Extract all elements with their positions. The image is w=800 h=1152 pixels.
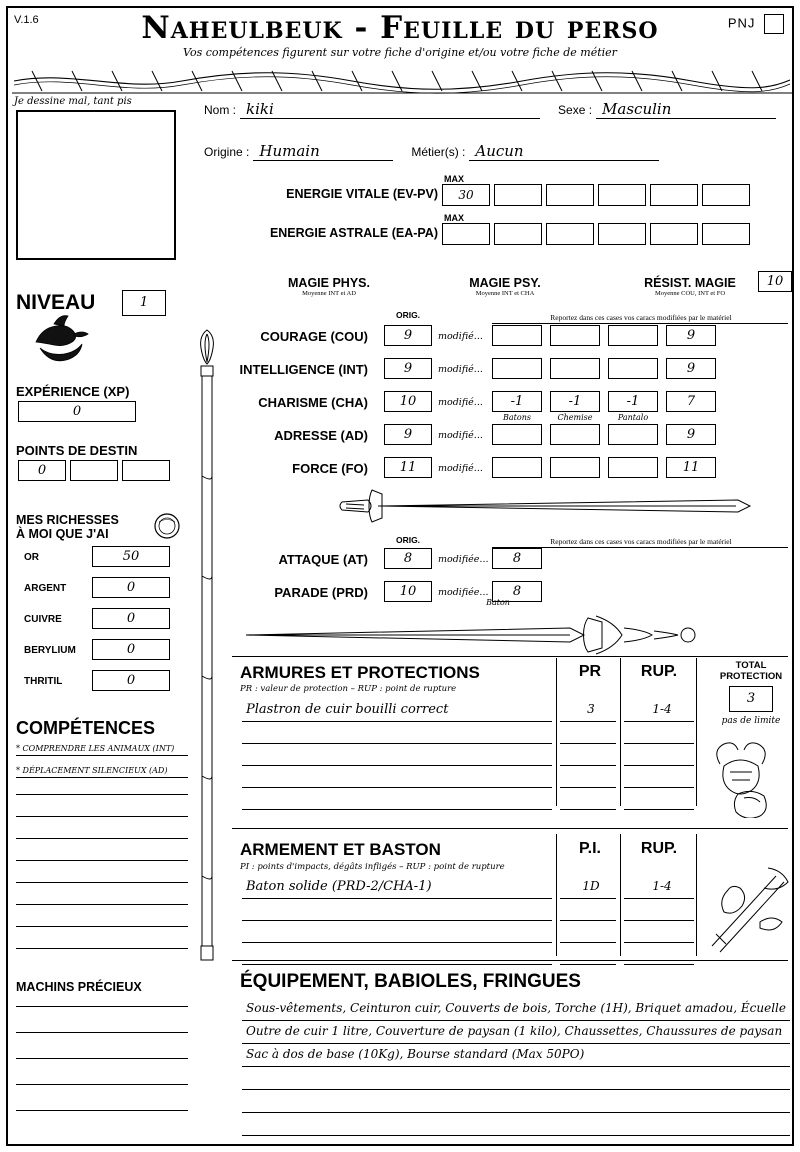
weapon-rup[interactable]: 1-4	[624, 879, 694, 899]
carac-mod-3[interactable]	[608, 358, 658, 379]
carac-label: ADRESSE (AD)	[274, 428, 368, 443]
carac-mod-4[interactable]: 7	[666, 391, 716, 412]
magie-psy-sub: Moyenne INT et CHA	[475, 290, 535, 297]
ev-box-6[interactable]	[702, 184, 750, 206]
weapon-pi[interactable]	[560, 923, 616, 943]
carac-modifie-label: modifié...	[438, 463, 483, 474]
energie-vitale-label: ENERGIE VITALE (EV-PV)	[286, 187, 438, 201]
weapon-rup[interactable]	[624, 923, 694, 943]
wealth-row	[16, 546, 186, 572]
weapon-name[interactable]	[242, 901, 552, 921]
armour-pr[interactable]	[560, 724, 616, 744]
competence-item[interactable]: * DÉPLACEMENT SILENCIEUX (AD)	[16, 766, 188, 778]
ev-max-value: 30	[458, 188, 474, 202]
wealth-value[interactable]: 0	[92, 639, 170, 660]
equipment-line[interactable]	[242, 1116, 790, 1136]
ev-box-4[interactable]	[598, 184, 646, 206]
pnj-field	[728, 14, 784, 34]
machins-blank-line[interactable]	[16, 1084, 188, 1085]
wealth-value[interactable]: 0	[92, 670, 170, 691]
armour-rup[interactable]	[624, 724, 694, 744]
portrait-box[interactable]	[16, 110, 176, 260]
carac-orig-value[interactable]: 9	[384, 325, 432, 346]
wealth-label: ARGENT	[24, 583, 67, 594]
carac-orig-value[interactable]: 9	[384, 424, 432, 445]
niveau-value[interactable]: 1	[122, 290, 166, 316]
carac-mod-1[interactable]	[492, 457, 542, 478]
wealth-row	[16, 639, 186, 665]
armement-col-pi: P.I.	[579, 840, 601, 857]
sheet-header	[8, 8, 792, 66]
carac-final-value[interactable]: 9	[666, 424, 716, 445]
armour-pr[interactable]	[560, 790, 616, 810]
sexe-input[interactable]: Masculin	[596, 100, 776, 119]
weapon-row	[8, 945, 794, 967]
armures-col-pr: PR	[578, 663, 602, 680]
destin-label: POINTS DE DESTIN	[16, 443, 138, 458]
wealth-value[interactable]: 0	[92, 608, 170, 629]
combat-label: PARADE (PRD)	[274, 585, 368, 600]
pnj-label: PNJ	[727, 15, 756, 31]
carac-mod-2[interactable]	[550, 358, 600, 379]
carac-label: FORCE (FO)	[292, 461, 368, 476]
armement-title: ARMEMENT ET BASTON	[240, 840, 441, 859]
magie-phys-sub: Moyenne INT et AD	[302, 290, 356, 297]
armour-pr[interactable]	[560, 746, 616, 766]
nom-label: Nom :	[204, 103, 237, 117]
combat-modifiee-label: modifiée...	[438, 554, 489, 565]
wealth-value[interactable]: 0	[92, 577, 170, 598]
machins-blank-line[interactable]	[16, 1032, 188, 1033]
wealth-label: OR	[24, 552, 39, 563]
equipment-line[interactable]	[242, 1070, 790, 1090]
carac-mod-3[interactable]	[608, 424, 658, 445]
armures-subtitle: PR : valeur de protection – RUP : point de rupture	[240, 684, 457, 694]
total-protection-label-2: PROTECTION	[719, 671, 783, 682]
competence-blank-line[interactable]	[16, 816, 188, 817]
destin-box-2[interactable]	[70, 460, 118, 481]
combat-source-label: Baton	[486, 598, 510, 607]
origine-input[interactable]: Humain	[253, 142, 393, 161]
weapon-pi[interactable]	[560, 945, 616, 965]
combat-orig-label: ORIG.	[395, 535, 421, 545]
metier-label: Métier(s) :	[411, 145, 466, 159]
wealth-label: THRITIL	[24, 676, 63, 687]
dragon-illustration	[26, 308, 96, 368]
weapon-row	[8, 901, 794, 923]
sword-illustration-1	[338, 478, 758, 534]
nom-input[interactable]: kiki	[240, 100, 540, 119]
portrait-note: Je dessine mal, tant pis	[14, 96, 132, 107]
richesses-title-1: MES RICHESSES	[16, 513, 119, 527]
carac-modifie-label: modifié...	[438, 430, 483, 441]
xp-value[interactable]: 0	[18, 401, 136, 422]
ea-box-3[interactable]	[546, 223, 594, 245]
identity-row-nom	[204, 100, 790, 119]
page-subtitle: Vos compétences figurent sur votre fiche d'origine et/ou votre fiche de métier	[183, 46, 617, 59]
equipment-line[interactable]	[242, 1093, 790, 1113]
weapon-row	[8, 923, 794, 945]
weapon-pi[interactable]	[560, 901, 616, 921]
resist-magie-label: RÉSIST. MAGIE	[644, 276, 736, 290]
resist-magie-sub: Moyenne COU, INT et FO	[654, 290, 726, 297]
ev-box-3[interactable]	[546, 184, 594, 206]
competence-item[interactable]: * COMPRENDRE LES ANIMAUX (INT)	[16, 744, 188, 756]
armour-row	[8, 790, 794, 812]
ea-box-2[interactable]	[494, 223, 542, 245]
character-sheet	[6, 6, 794, 1146]
ea-max-label: MAX	[444, 213, 464, 223]
carac-orig-value[interactable]: 9	[384, 358, 432, 379]
ev-box-5[interactable]	[650, 184, 698, 206]
competence-blank-line[interactable]	[16, 838, 188, 839]
ev-box-2[interactable]	[494, 184, 542, 206]
total-protection-note: pas de limite	[721, 716, 781, 726]
weapon-name[interactable]: Baton solide (PRD-2/CHA-1)	[242, 879, 552, 899]
machins-blank-line[interactable]	[16, 1110, 188, 1111]
carac-modifie-label: modifié...	[438, 331, 483, 342]
destin-box-3[interactable]	[122, 460, 170, 481]
equipment-line[interactable]: Sous-vêtements, Ceinturon cuir, Couverts de bois, Torche (1H), Briquet amadou, Écuelle	[242, 1001, 790, 1021]
origine-label: Origine :	[204, 145, 250, 159]
equipment-line[interactable]: Sac à dos de base (10Kg), Bourse standard (Max 50PO)	[242, 1047, 790, 1067]
weapon-rup[interactable]	[624, 945, 694, 965]
carac-mod-1[interactable]: -1	[492, 391, 542, 412]
armour-name[interactable]	[242, 790, 552, 810]
carac-orig-value[interactable]: 10	[384, 391, 432, 412]
weapon-rup[interactable]	[624, 901, 694, 921]
armour-rup[interactable]	[624, 768, 694, 788]
combat-reportez-label: Reportez dans ces cases vos caracs modifiées par le matériel	[550, 537, 732, 546]
armour-name[interactable]	[242, 746, 552, 766]
total-protection-label-1: TOTAL	[735, 660, 767, 671]
carac-modifie-label: modifié...	[438, 364, 483, 375]
carac-mod-1[interactable]	[492, 424, 542, 445]
carac-orig-value[interactable]: 11	[384, 457, 432, 478]
carac-label: COURAGE (COU)	[260, 329, 368, 344]
wealth-label: BERYLIUM	[24, 645, 76, 656]
competences-title: COMPÉTENCES	[16, 718, 156, 738]
armour-name[interactable]: Plastron de cuir bouilli correct	[242, 702, 552, 722]
armures-col-rup: RUP.	[640, 663, 678, 680]
carac-final-value[interactable]: 9	[666, 325, 716, 346]
resist-magie-value[interactable]: 10	[758, 271, 792, 292]
armures-title: ARMURES ET PROTECTIONS	[240, 663, 480, 682]
armement-subtitle: PI : points d'impacts, dégâts infligés – RUP : point de rupture	[240, 862, 505, 872]
total-protection-value[interactable]: 3	[729, 686, 773, 712]
weapon-name[interactable]	[242, 923, 552, 943]
carac-final-value[interactable]: 11	[666, 457, 716, 478]
carac-row	[8, 325, 794, 355]
armour-rup[interactable]	[624, 790, 694, 810]
carac-reportez-label: Reportez dans ces cases vos caracs modifiées par le matériel	[550, 313, 732, 322]
staff-illustration	[194, 316, 220, 966]
ea-box-6[interactable]	[702, 223, 750, 245]
carac-mod-3[interactable]	[608, 457, 658, 478]
wealth-value[interactable]: 50	[92, 546, 170, 567]
machins-blank-line[interactable]	[16, 1058, 188, 1059]
armour-rup[interactable]: 1-4	[624, 702, 694, 722]
ea-box-5[interactable]	[650, 223, 698, 245]
metier-input[interactable]: Aucun	[469, 142, 659, 161]
niveau-label: NIVEAU	[16, 291, 96, 314]
carac-mod-2[interactable]	[550, 325, 600, 346]
armour-rup[interactable]	[624, 746, 694, 766]
wealth-row	[16, 670, 186, 696]
competence-blank-line[interactable]	[16, 860, 188, 861]
combat-label: ATTAQUE (AT)	[278, 552, 368, 567]
wealth-row	[16, 608, 186, 634]
carac-mod-source: Chemise	[557, 413, 593, 422]
carac-modifie-label: modifié...	[438, 397, 483, 408]
weapon-pi[interactable]: 1D	[560, 879, 616, 899]
combat-mod-value[interactable]: 8	[492, 548, 542, 569]
armour-row	[8, 702, 794, 724]
carac-mod-2[interactable]: -1	[550, 391, 600, 412]
armour-row	[8, 724, 794, 746]
identity-row-origine	[204, 142, 790, 161]
magie-psy-label: MAGIE PSY.	[469, 276, 541, 290]
combat-modifiee-label: modifiée...	[438, 587, 489, 598]
armour-row	[8, 746, 794, 768]
energie-astrale-label: ENERGIE ASTRALE (EA-PA)	[269, 226, 438, 240]
magie-phys-label: MAGIE PHYS.	[288, 276, 370, 290]
sword-illustration-2	[240, 612, 710, 658]
carac-mod-2[interactable]	[550, 424, 600, 445]
machins-title: MACHINS PRÉCIEUX	[16, 980, 142, 994]
wealth-row	[16, 577, 186, 603]
axe-sword-illustration	[702, 864, 794, 956]
helmet-shield-illustration	[704, 738, 794, 818]
richesses-title-2: À MOI QUE J'AI	[16, 527, 109, 541]
carac-label: INTELLIGENCE (INT)	[239, 362, 368, 377]
ea-box-4[interactable]	[598, 223, 646, 245]
carac-mod-source: Batons	[503, 413, 531, 422]
xp-label: EXPÉRIENCE (XP)	[16, 384, 130, 399]
ev-max-label: MAX	[444, 174, 464, 184]
carac-final-value[interactable]: 9	[666, 358, 716, 379]
machins-blank-line[interactable]	[16, 1006, 188, 1007]
armement-col-rup: RUP.	[640, 840, 678, 857]
carac-mod-2[interactable]	[550, 457, 600, 478]
pnj-checkbox[interactable]	[764, 14, 784, 34]
ea-max-input[interactable]	[442, 223, 490, 245]
combat-orig-value[interactable]: 10	[384, 581, 432, 602]
armour-name[interactable]	[242, 724, 552, 744]
carac-mod-3[interactable]: -1	[608, 391, 658, 412]
weapon-row	[8, 879, 794, 901]
weapon-name[interactable]	[242, 945, 552, 965]
armour-pr[interactable]: 3	[560, 702, 616, 722]
version-label: V.1.6	[14, 14, 39, 26]
decorative-divider	[12, 68, 788, 94]
carac-mod-1[interactable]	[492, 358, 542, 379]
carac-orig-label: ORIG.	[395, 310, 421, 320]
armour-row	[8, 768, 794, 790]
carac-label: CHARISME (CHA)	[258, 395, 368, 410]
sexe-label: Sexe :	[558, 103, 593, 117]
carac-mod-3[interactable]	[608, 325, 658, 346]
page-title: Naheulbeuk - Feuille du perso	[141, 10, 659, 46]
equipment-line[interactable]: Outre de cuir 1 litre, Couverture de paysan (1 kilo), Chaussettes, Chaussures de paysan	[242, 1024, 790, 1044]
armour-name[interactable]	[242, 768, 552, 788]
combat-orig-value[interactable]: 8	[384, 548, 432, 569]
wealth-label: CUIVRE	[24, 614, 62, 625]
ev-max-input[interactable]	[442, 184, 490, 206]
equipement-title: ÉQUIPEMENT, BABIOLES, FRINGUES	[240, 971, 581, 992]
destin-box-1[interactable]: 0	[18, 460, 66, 481]
carac-mod-source: Pantalo	[617, 413, 649, 422]
armour-pr[interactable]	[560, 768, 616, 788]
combat-mod-value[interactable]: 8	[492, 581, 542, 602]
carac-mod-1[interactable]	[492, 325, 542, 346]
coin-icon	[152, 511, 182, 541]
